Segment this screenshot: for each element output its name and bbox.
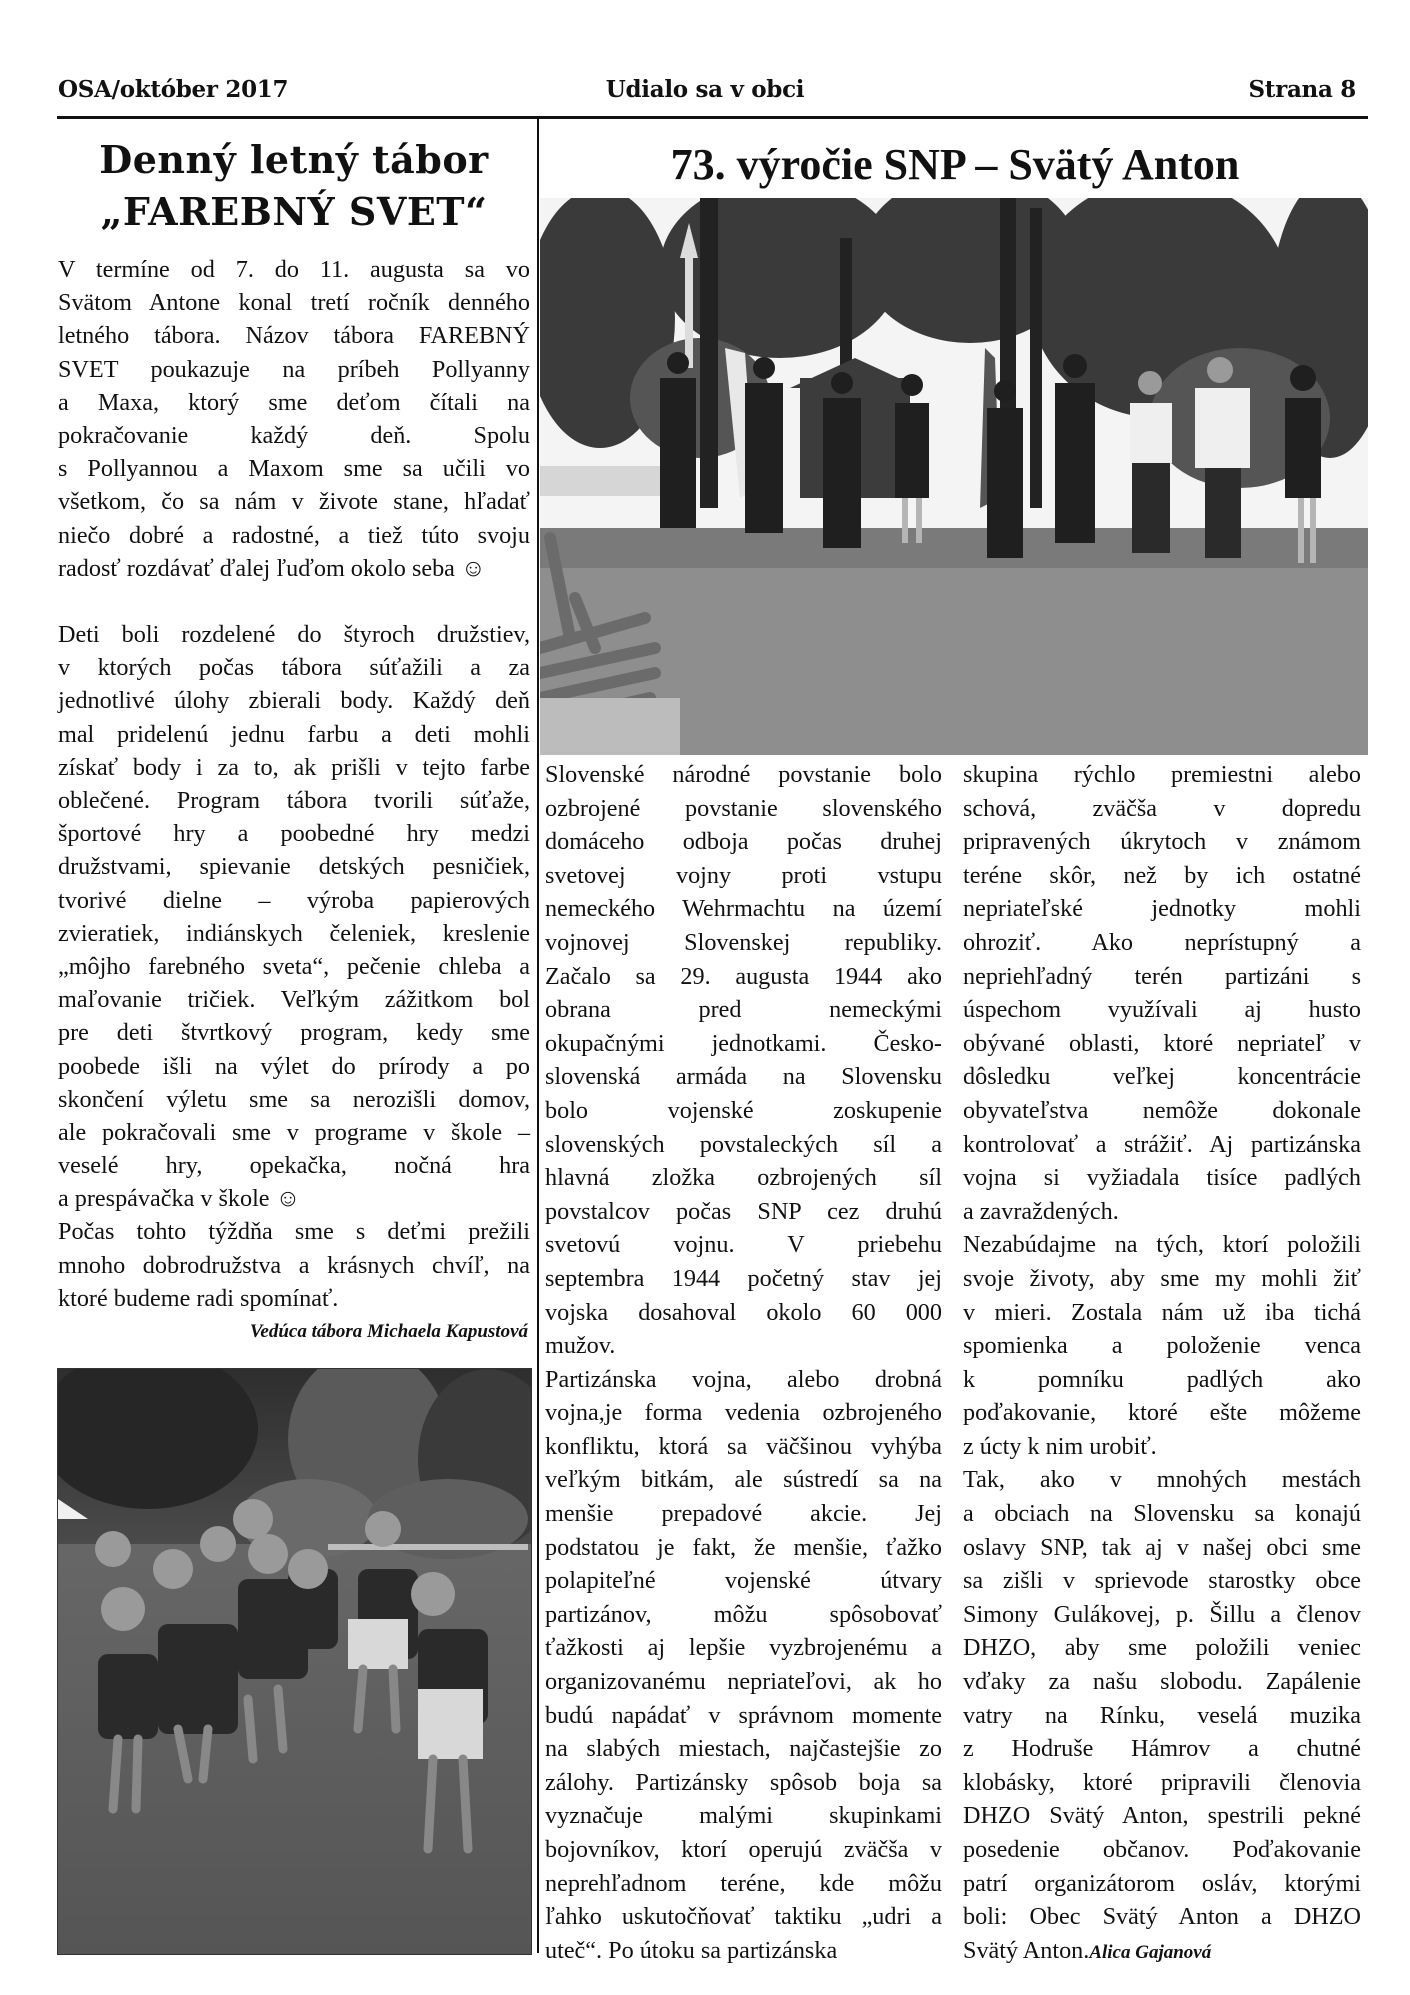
text-line: neprehľadnom teréne, kde môžu — [545, 1869, 942, 1897]
text-line: mnoho dobrodružstva a krásnych chvíľ, na — [58, 1251, 530, 1279]
text-line: zvieratiek, indiánskych čeleniek, kreslenie — [58, 919, 530, 947]
camp-photo — [57, 1368, 532, 1955]
text-line: Partizánska vojna, alebo drobná — [545, 1365, 942, 1393]
right-article-column-a — [545, 758, 942, 1967]
text-line: skupina rýchlo premiestni alebo — [963, 761, 1361, 788]
text-line: z Hodruše Hámrov a chutné — [963, 1735, 1361, 1763]
text-line: vatry na Rínku, veselá muzika — [963, 1701, 1361, 1729]
text-line: V termíne od 7. do 11. augusta sa vo — [58, 256, 530, 283]
text-line: k pomníku padlých ako — [963, 1365, 1361, 1393]
section-title: Udialo sa v obci — [605, 76, 805, 103]
snp-photo-image — [540, 198, 1368, 755]
text-line: niečo dobré a radostné, a tiež túto svoju — [58, 521, 530, 549]
text-line: septembra 1944 početný stav jej — [545, 1264, 942, 1292]
right-article-title: 73. výročie SNP – Svätý Anton — [670, 140, 1240, 189]
text-line: v ktorých počas tábora súťažili a za — [58, 654, 530, 682]
snp-photo — [540, 198, 1368, 755]
text-line: klobásky, ktoré pripravili členovia — [963, 1768, 1361, 1796]
right-article-column-b — [963, 758, 1361, 1967]
left-title-line-1: Denný letný tábor — [99, 137, 489, 182]
text-line: „môjho farebného sveta“, pečenie chleba a — [58, 952, 530, 980]
text-line: a zavraždených. — [963, 1197, 1119, 1225]
text-line: a Maxa, ktorý sme deťom čítali na — [58, 388, 530, 416]
text-line: obyvateľstva nemôže dokonale — [963, 1096, 1361, 1124]
text-line: Simony Gulákovej, p. Šillu a členov — [963, 1600, 1361, 1628]
text-line: posedenie občanov. Poďakovanie — [963, 1836, 1361, 1863]
text-line: DHZO Svätý Anton, spestrili pekné — [963, 1802, 1361, 1830]
text-line: úspechom využívali aj husto — [963, 996, 1361, 1024]
text-line: Začalo sa 29. augusta 1944 ako — [545, 962, 942, 990]
text-line: partizánov, môžu spôsobovať — [545, 1600, 942, 1628]
text-line: veselé hry, opekačka, nočná hra — [58, 1152, 530, 1180]
text-line: svoje životy, aby sme my mohli žiť — [963, 1264, 1361, 1292]
text-line: spomienka a položenie venca — [963, 1332, 1361, 1360]
text-line: oslavy SNP, tak aj v našej obci sme — [963, 1533, 1361, 1561]
camp-photo-image — [58, 1369, 531, 1954]
text-line: vojska dosahoval okolo 60 000 — [545, 1298, 942, 1326]
text-line: mal pridelenú jednu farbu a deti mohli — [58, 720, 530, 748]
text-line: obrana pred nemeckými — [545, 996, 942, 1024]
text-line: ale pokračovali sme v programe v škole – — [58, 1118, 530, 1146]
text-line: a prespávačka v škole ☺ — [58, 1185, 301, 1213]
text-line: uteč“. Po útoku sa partizánska — [545, 1936, 838, 1964]
text-line: vojna si vyžiadala tisíce padlých — [963, 1164, 1361, 1192]
text-line: veľkým bitkám, ale sústredí sa na — [545, 1466, 942, 1494]
text-line: vojna,je forma vedenia ozbrojeného — [545, 1399, 942, 1427]
text-line: povstalcov počas SNP cez druhú — [545, 1197, 942, 1225]
text-line: z úcty k nim urobiť. — [963, 1432, 1157, 1460]
text-line: získať body i za to, ak prišli v tejto farbe — [58, 753, 530, 781]
text-line: jednotlivé úlohy zbierali body. Každý deň — [58, 687, 530, 715]
text-line: poobede išli na výlet do prírody a po — [58, 1052, 530, 1080]
text-line: svetovú vojnu. V priebehu — [545, 1231, 942, 1259]
text-line: teréne skôr, než by ich ostatné — [963, 861, 1361, 889]
text-line: maľovanie tričiek. Veľkým zážitkom bol — [58, 986, 530, 1014]
text-line: SVET poukazuje na príbeh Pollyanny — [58, 355, 530, 383]
text-line: obývané oblasti, ktoré nepriateľ v — [963, 1029, 1361, 1057]
text-line: zálohy. Partizánsky spôsob boja sa — [545, 1768, 942, 1796]
text-line: športové hry a poobedné hry medzi — [58, 820, 530, 848]
text-line: sa zišli v sprievode starostky obce — [963, 1567, 1361, 1595]
left-title-line-2: „FAREBNÝ SVET“ — [100, 189, 488, 234]
text-line: všetkom, čo sa nám v živote stane, hľadať — [58, 488, 530, 516]
text-line: s Pollyannou a Maxom sme sa učili vo — [58, 455, 530, 483]
text-line: polapiteľné vojenské útvary — [545, 1567, 942, 1595]
text-line: DHZO, aby sme položili veniec — [963, 1634, 1361, 1662]
text-line: Svätom Antone konal tretí ročník denného — [58, 289, 530, 317]
closing-text: Svätý Anton. — [963, 1936, 1090, 1964]
text-line: letného tábora. Názov tábora FAREBNÝ — [58, 322, 530, 350]
text-line: ktoré budeme radi spomínať. — [58, 1284, 339, 1312]
text-line: Tak, ako v mnohých mestách — [963, 1466, 1361, 1494]
text-line: družstvami, spievanie detských pesničiek, — [58, 853, 530, 881]
text-line: radosť rozdávať ďalej ľuďom okolo seba ☺ — [58, 554, 486, 582]
text-line: nepriehľadný terén partizáni s — [963, 962, 1361, 990]
text-line: bolo vojenské zoskupenie — [545, 1096, 942, 1124]
text-line: pre deti štvrtkový program, kedy sme — [58, 1019, 530, 1047]
text-line: hlavná zložka ozbrojených síl — [545, 1164, 942, 1192]
text-line: budú napádať v správnom momente — [545, 1701, 942, 1729]
closing-line — [963, 1934, 1361, 1968]
text-line: ozbrojené povstanie slovenského — [545, 794, 942, 822]
text-line: domáceho odboja počas druhej — [545, 828, 942, 856]
text-line: v mieri. Zostala nám už iba tichá — [963, 1298, 1361, 1326]
text-line: vojnovej Slovenskej republiky. — [545, 928, 942, 956]
page-number: Strana 8 — [1248, 76, 1356, 103]
right-article-signature: Alica Gajanová — [1089, 1941, 1212, 1963]
text-line: bojovníkov, ktorí operujú zväčša v — [545, 1836, 942, 1863]
text-line: poďakovanie, ktoré ešte môžeme — [963, 1399, 1361, 1427]
text-line: mužov. — [545, 1332, 616, 1360]
text-line: vyznačuje malými skupinkami — [545, 1802, 942, 1830]
text-line: oblečené. Program tábora tvorili súťaže, — [58, 787, 530, 814]
column-divider — [537, 118, 539, 1953]
paragraph-gap — [58, 585, 530, 618]
text-line: okupačnými jednotkami. Česko- — [545, 1029, 942, 1057]
issue-date: OSA/október 2017 — [58, 76, 289, 103]
text-line: konfliktu, ktorá sa väčšinou vyhýba — [545, 1432, 942, 1460]
text-line: schová, zväčša v dopredu — [963, 794, 1361, 822]
left-article-body — [58, 253, 530, 1348]
left-article-signature: Vedúca tábora Michaela Kapustová — [249, 1321, 528, 1342]
text-line: nemeckého Wehrmachtu na území — [545, 895, 942, 923]
text-line: kontrolovať a strážiť. Aj partizánska — [963, 1130, 1361, 1158]
header-rule — [57, 116, 1368, 119]
text-line: organizovanému nepriateľovi, ak ho — [545, 1668, 942, 1696]
text-line: slovenská armáda na Slovensku — [545, 1063, 942, 1091]
text-line: podstatou je fakt, že menšie, ťažko — [545, 1533, 942, 1561]
text-line: ľahko uskutočňovať taktiku „udri a — [545, 1903, 942, 1931]
text-line: patrí organizátorom osláv, ktorými — [963, 1869, 1361, 1897]
left-article-title — [58, 134, 530, 238]
text-line: svetovej vojny proti vstupu — [545, 861, 942, 889]
text-line: Nezabúdajme na tých, ktorí položili — [963, 1231, 1361, 1259]
text-line: boli: Obec Svätý Anton a DHZO — [963, 1903, 1361, 1931]
text-line: skončení výletu sme sa nerozišli domov, — [58, 1085, 530, 1113]
text-line: dôsledku veľkej koncentrácie — [963, 1063, 1361, 1091]
text-line: tvorivé dielne – výroba papierových — [58, 886, 530, 914]
text-line: vďaky za našu slobodu. Zapálenie — [963, 1668, 1361, 1696]
text-line: nepriateľské jednotky mohli — [963, 895, 1361, 923]
text-line: a obciach na Slovensku sa konajú — [963, 1500, 1361, 1528]
text-line: ťažkosti aj lepšie vyzbrojenému a — [545, 1634, 942, 1662]
text-line: ohroziť. Ako neprístupný a — [963, 928, 1361, 956]
text-line: Slovenské národné povstanie bolo — [545, 761, 942, 788]
text-line: pripravených úkrytoch v známom — [963, 828, 1361, 856]
text-line: slovenských povstaleckých síl a — [545, 1130, 942, 1158]
text-line: Deti boli rozdelené do štyroch družstiev, — [58, 621, 530, 649]
text-line: Počas tohto týždňa sme s deťmi prežili — [58, 1218, 530, 1246]
text-line: na slabých miestach, najčastejšie zo — [545, 1735, 942, 1763]
text-line: pokračovanie každý deň. Spolu — [58, 421, 530, 449]
text-line: menšie prepadové akcie. Jej — [545, 1500, 942, 1528]
